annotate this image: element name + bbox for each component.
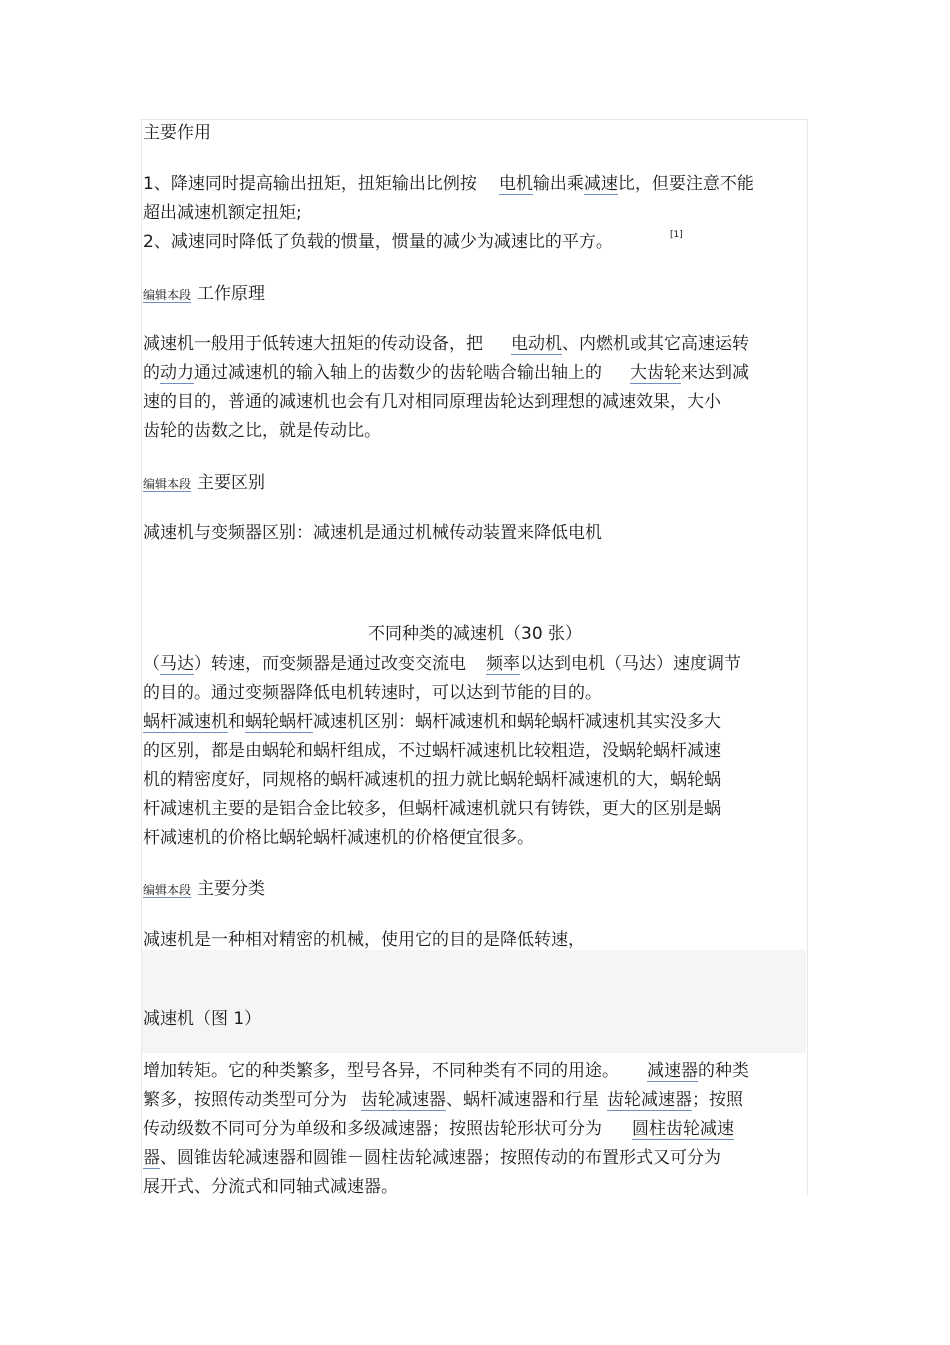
heading-main-function: 主要作用 [143, 123, 211, 143]
link-motor-mada[interactable]: 马达 [160, 654, 194, 674]
link-big-gear[interactable]: 大齿轮 [630, 363, 681, 383]
classification-line2: 增加转矩。它的种类繁多，型号各异，不同种类有不同的用途。 减速器的种类 [143, 1061, 749, 1081]
difference-line2: （马达）转速，而变频器是通过改变交流电 频率以达到电机（马达）速度调节 [143, 654, 741, 674]
item1-line1: 1、降速同时提高输出扭矩，扭矩输出比例按 电机输出乘减速比，但要注意不能 [143, 174, 754, 194]
link-gear-reducer[interactable]: 齿轮减速器 [361, 1090, 446, 1110]
figure-caption: 减速机（图 1） [143, 1009, 262, 1029]
link-worm-reducer[interactable]: 蜗杆减速机 [143, 712, 228, 732]
principle-line4: 齿轮的齿数之比，就是传动比。 [143, 421, 381, 441]
edit-section-link[interactable]: 编辑本段 [143, 288, 192, 302]
difference-line3: 的目的。通过变频器降低电机转速时，可以达到节能的目的。 [143, 683, 602, 703]
link-reducer[interactable]: 减速器 [647, 1061, 698, 1081]
difference-line5: 的区别，都是由蜗轮和蜗杆组成，不过蜗杆减速机比较粗造，没蜗轮蜗杆减速 [143, 741, 721, 761]
principle-line2: 的动力通过减速机的输入轴上的齿数少的齿轮啮合输出轴上的 大齿轮来达到减 [143, 363, 749, 383]
link-planetary-gear-reducer[interactable]: 齿轮减速器 [607, 1090, 692, 1110]
edit-section-link[interactable]: 编辑本段 [143, 477, 192, 491]
item2: 2、减速同时降低了负载的惯量，惯量的减少为减速比的平方。 [143, 232, 613, 252]
ref-link[interactable]: [1] [670, 230, 683, 240]
classification-line6: 展开式、分流式和同轴式减速器。 [143, 1177, 398, 1197]
section-header-difference [143, 472, 265, 495]
difference-line4: 蜗杆减速机和蜗轮蜗杆减速机区别：蜗杆减速机和蜗轮蜗杆减速机其实没多大 [143, 712, 721, 732]
link-power[interactable]: 动力 [160, 363, 194, 383]
difference-line8: 杆减速机的价格比蜗轮蜗杆减速机的价格便宜很多。 [143, 828, 534, 848]
link-electric-motor[interactable]: 电动机 [511, 334, 562, 354]
heading-working-principle: 工作原理 [197, 284, 266, 304]
principle-line1: 减速机一般用于低转速大扭矩的传动设备，把 电动机、内燃机或其它高速运转 [143, 334, 749, 354]
link-cylindrical-gear-reducer[interactable]: 圆柱齿轮减速 [632, 1119, 734, 1139]
link-frequency[interactable]: 频率 [486, 654, 520, 674]
classification-line1: 减速机是一种相对精密的机械，使用它的目的是降低转速， [143, 930, 585, 950]
link-motor[interactable]: 电机 [498, 174, 533, 194]
section-header-classification [143, 878, 265, 901]
heading-main-classification: 主要分类 [197, 879, 266, 899]
classification-line5: 器、圆锥齿轮减速器和圆锥－圆柱齿轮减速器；按照传动的布置形式又可分为 [143, 1148, 721, 1168]
link-worm-gear[interactable]: 蜗轮蜗杆 [245, 712, 313, 732]
gallery-caption: 不同种类的减速机（30 张） [368, 624, 583, 644]
classification-line4: 传动级数不同可分为单级和多级减速器；按照齿轮形状可分为 圆柱齿轮减速 [143, 1119, 734, 1139]
classification-line3: 繁多，按照传动类型可分为 齿轮减速器、蜗杆减速器和行星 齿轮减速器；按照 [143, 1090, 743, 1110]
heading-main-difference: 主要区别 [197, 473, 266, 493]
link-cylindrical-gear-reducer-end[interactable]: 器 [143, 1148, 160, 1168]
link-reduction[interactable]: 减速 [583, 174, 618, 194]
edit-section-link[interactable]: 编辑本段 [143, 883, 192, 897]
difference-line6: 机的精密度好，同规格的蜗杆减速机的扭力就比蜗轮蜗杆减速机的大，蜗轮蜗 [143, 770, 721, 790]
item1-line2: 超出减速机额定扭矩; [143, 203, 302, 223]
section-header-principle [143, 283, 265, 306]
difference-line7: 杆减速机主要的是铝合金比较多，但蜗杆减速机就只有铸铁，更大的区别是蜗 [143, 799, 721, 819]
figure-placeholder [142, 950, 806, 1053]
principle-line3: 速的目的，普通的减速机也会有几对相同原理齿轮达到理想的减速效果，大小 [143, 392, 721, 412]
difference-line1: 减速机与变频器区别：减速机是通过机械传动装置来降低电机 [143, 523, 602, 543]
